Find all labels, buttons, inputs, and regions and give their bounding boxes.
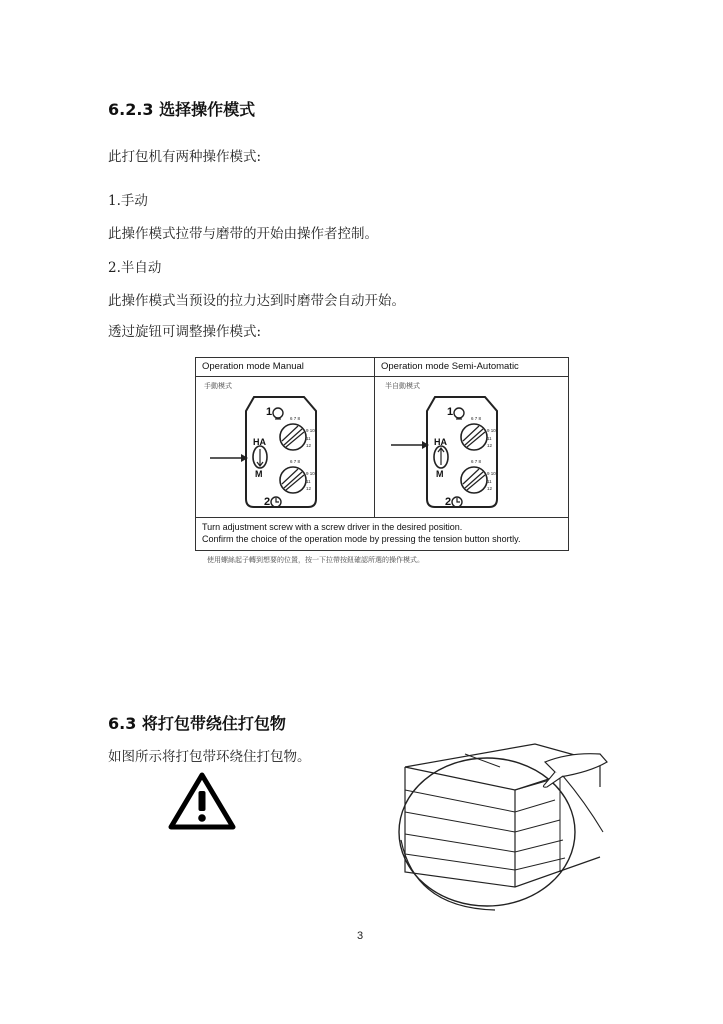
section-heading-63: 6.3 将打包带绕住打包物 <box>108 714 286 733</box>
page-number: 3 <box>357 930 364 942</box>
mode-1-title: 1.手动 <box>108 193 148 209</box>
knob-adjust-text: 透过旋钮可调整操作模式: <box>108 324 262 340</box>
label-m-right: M <box>436 469 444 479</box>
semi-auto-mode-dial-panel-icon <box>375 377 569 517</box>
svg-text:11: 11 <box>306 436 311 441</box>
mode-1-description: 此操作模式拉带与磨带的开始由操作者控制。 <box>108 226 378 242</box>
manual-mode-dial-panel-icon <box>196 377 374 517</box>
svg-text:11: 11 <box>487 479 492 484</box>
dial-label-1: 1 <box>266 406 273 418</box>
section-63-description: 如图所示将打包带环绕住打包物。 <box>108 749 311 765</box>
mode-2-title: 2.半自动 <box>108 260 162 276</box>
label-ha-left: HA <box>253 437 266 447</box>
strapped-bundle-illustration-icon <box>395 732 610 912</box>
warning-triangle-icon <box>168 772 236 830</box>
svg-text:9 10: 9 10 <box>487 471 496 476</box>
dial-label-2-right: 2 <box>445 496 452 508</box>
svg-text:6 7 8: 6 7 8 <box>290 416 301 421</box>
section-heading-623: 6.2.3 选择操作模式 <box>108 100 256 119</box>
operation-mode-table <box>195 357 569 551</box>
semi-auto-mode-header: Operation mode Semi-Automatic <box>375 358 568 377</box>
dial-label-1-right: 1 <box>447 406 454 418</box>
dial-label-2: 2 <box>264 496 271 508</box>
mode-2-description: 此操作模式当预设的拉力达到时磨带会自动开始。 <box>108 293 405 309</box>
svg-text:11: 11 <box>487 436 492 441</box>
manual-mode-header: Operation mode Manual <box>196 358 374 377</box>
svg-text:9 10: 9 10 <box>487 428 496 433</box>
figure-caption: 使用螺絲起子轉到想要的位置，按一下拉帶按鈕確認所選的操作模式。 <box>207 556 424 564</box>
svg-text:9 10: 9 10 <box>306 428 315 433</box>
svg-text:6 7 8: 6 7 8 <box>290 459 301 464</box>
manual-mode-chinese-label: 手動模式 <box>204 382 232 390</box>
intro-text: 此打包机有两种操作模式: <box>108 149 262 165</box>
label-m-left: M <box>255 469 263 479</box>
svg-text:9 10: 9 10 <box>306 471 315 476</box>
instruction-line-2: Confirm the choice of the operation mode by pressing the tension button shortly. <box>202 534 521 544</box>
svg-text:11: 11 <box>306 479 311 484</box>
instruction-line-1: Turn adjustment screw with a screw driver in the desired position. <box>202 522 463 532</box>
svg-text:12: 12 <box>487 486 493 491</box>
svg-text:12: 12 <box>487 443 493 448</box>
instruction-cell <box>196 517 568 551</box>
label-ha-right: HA <box>434 437 447 447</box>
svg-text:6 7 8: 6 7 8 <box>471 459 482 464</box>
svg-text:12: 12 <box>306 443 312 448</box>
svg-text:6 7 8: 6 7 8 <box>471 416 482 421</box>
semi-auto-mode-chinese-label: 半自動模式 <box>385 382 420 390</box>
svg-text:12: 12 <box>306 486 312 491</box>
